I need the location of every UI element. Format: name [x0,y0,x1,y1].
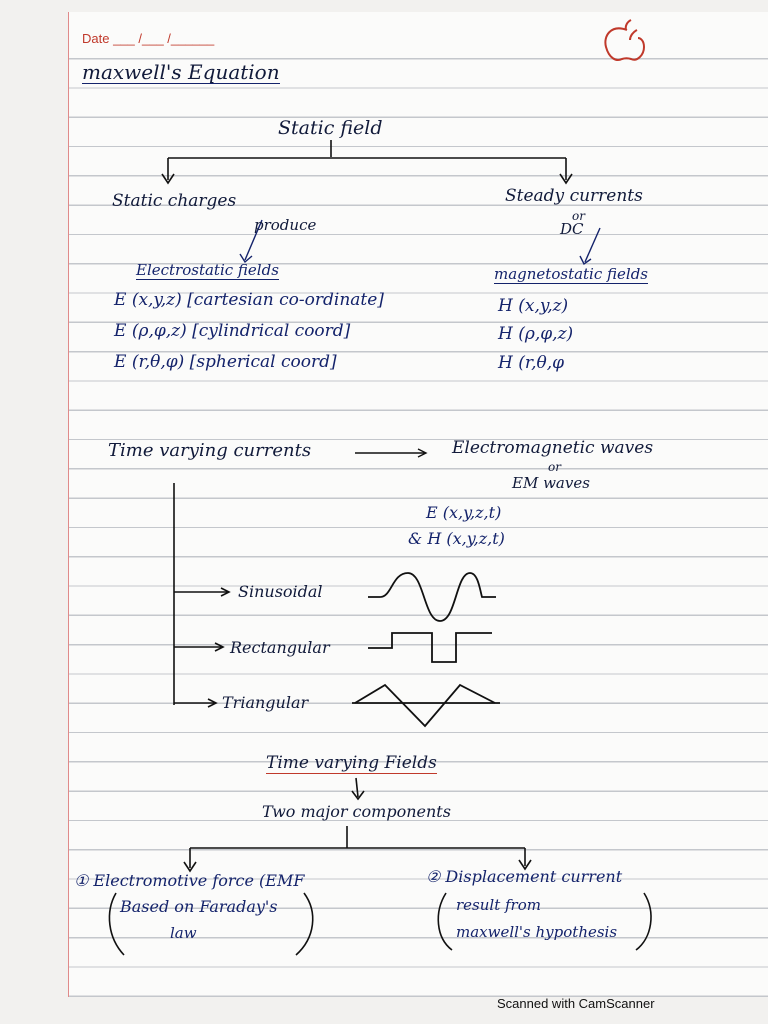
emf-component: ① Electromotive force (EMF [74,871,305,890]
margin-line [68,12,69,997]
e-cylindrical: E (ρ,φ,z) [cylindrical coord] [114,321,351,341]
produce-label: produce [254,216,317,234]
time-varying-currents-label: Time varying currents [108,440,312,461]
e-cartesian: E (x,y,z) [cartesian co-ordinate] [114,290,384,310]
emf-note-line1: Based on Faraday's [120,897,278,916]
static-field-root: Static field [278,117,383,139]
dc-label: DC [560,220,584,238]
h-time-equation: & H (x,y,z,t) [408,529,505,548]
e-spherical: E (r,θ,φ) [spherical coord] [114,352,337,372]
emf-note-line2: law [170,924,197,942]
date-field: Date ___ /___ /______ [82,31,215,46]
em-or-label: or [548,460,561,474]
displacement-note-line2: maxwell's hypothesis [456,923,618,941]
rectangular-label: Rectangular [230,638,330,657]
scanner-footer: Scanned with CamScanner [497,996,655,1011]
displacement-current-component: ② Displacement current [426,867,623,886]
h-spherical: H (r,θ,φ [498,353,565,373]
electrostatic-fields-label: Electrostatic fields [136,261,279,279]
displacement-note-line1: result from [456,896,541,914]
static-charges-label: Static charges [112,191,237,211]
magnetostatic-fields-label: magnetostatic fields [494,265,649,283]
sinusoidal-label: Sinusoidal [238,582,323,601]
page-title: maxwell's Equation [82,60,280,84]
h-cartesian: H (x,y,z) [498,296,569,316]
or-label: or [572,209,585,223]
triangular-label: Triangular [222,693,309,712]
time-varying-fields-title: Time varying Fields [266,753,437,773]
h-cylindrical: H (ρ,φ,z) [498,324,574,344]
notebook-page [68,12,768,997]
em-waves-label: Electromagnetic waves [452,438,654,458]
steady-currents-label: Steady currents [505,186,643,206]
two-major-components: Two major components [262,802,451,821]
em-waves-alt: EM waves [512,474,590,492]
e-time-equation: E (x,y,z,t) [426,503,502,522]
